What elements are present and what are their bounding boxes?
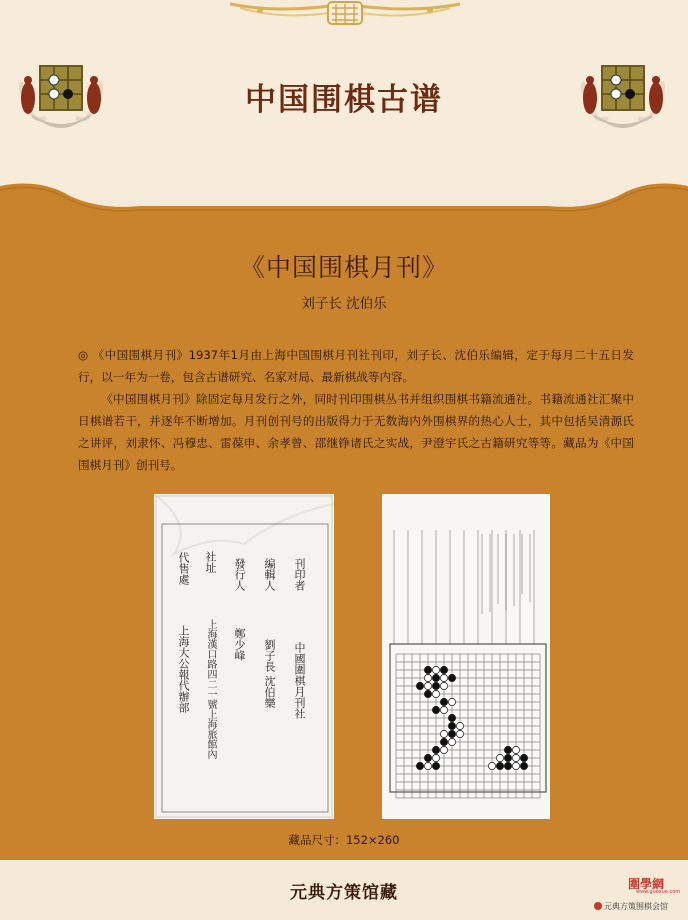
black-stone	[520, 762, 527, 769]
black-stone	[424, 666, 431, 673]
black-stone	[440, 666, 447, 673]
white-stone	[424, 682, 431, 689]
colophon-label: 社址	[204, 551, 217, 573]
colophon-column	[262, 544, 280, 734]
white-stone	[448, 738, 455, 745]
black-stone	[440, 738, 447, 745]
black-stone	[424, 754, 431, 761]
black-stone	[416, 762, 423, 769]
black-stone	[448, 674, 455, 681]
white-stone	[440, 746, 447, 753]
black-stone	[432, 674, 439, 681]
colophon-label: 代售處	[177, 551, 190, 585]
white-stone	[440, 730, 447, 737]
page-title: 中国围棋古谱	[245, 82, 443, 118]
black-stone	[448, 714, 455, 721]
white-stone	[456, 722, 463, 729]
collector-name: 元典方策围棋会馆	[604, 902, 668, 911]
black-stone	[448, 730, 455, 737]
white-stone	[440, 706, 447, 713]
colophon-label: 發行人	[233, 557, 246, 591]
game-record-page-photo	[382, 494, 550, 819]
colophon-label: 編輯人	[263, 557, 276, 591]
publication-title: 《中国围棋月刊》	[239, 253, 448, 282]
colophon-column	[204, 544, 222, 784]
site-logo[interactable]: 圍學網	[628, 877, 665, 891]
white-stone	[424, 762, 431, 769]
white-stone	[432, 666, 439, 673]
black-stone	[424, 690, 431, 697]
colophon-column	[292, 544, 310, 740]
authors: 刘子长 沈伯乐	[301, 296, 387, 312]
white-stone	[456, 730, 463, 737]
white-stone	[496, 754, 503, 761]
white-stone	[488, 762, 495, 769]
white-stone	[512, 754, 519, 761]
collection-label: 元典方策馆藏	[290, 883, 398, 903]
collector-logo-icon	[594, 902, 602, 910]
white-stone	[512, 746, 519, 753]
colophon-column	[232, 544, 250, 674]
colophon-column	[176, 544, 194, 734]
white-stone	[432, 690, 439, 697]
black-stone	[520, 754, 527, 761]
colophon-value: 中國圍棋月刊社	[293, 641, 306, 719]
white-stone	[440, 682, 447, 689]
white-stone	[448, 698, 455, 705]
black-stone	[496, 762, 503, 769]
intro-paragraph: ◎ 《中国围棋月刊》1937年1月由上海中国围棋月刊社刊印，刘子长、沈伯乐编辑，定于每月二十五日发行，以一年为一卷，包含古谱研究、名家对局、最新棋战等内容。	[78, 348, 634, 384]
black-stone	[432, 746, 439, 753]
go-diagram	[382, 494, 550, 819]
colophon-value: 鄭少峰	[233, 627, 246, 661]
black-stone	[440, 698, 447, 705]
black-stone	[504, 762, 511, 769]
black-stone	[432, 706, 439, 713]
colophon-value: 劉子長 沈伯樂	[263, 639, 276, 709]
white-stone	[512, 762, 519, 769]
black-stone	[432, 682, 439, 689]
colophon-label: 刊印者	[293, 557, 306, 591]
black-stone	[416, 682, 423, 689]
white-stone	[440, 674, 447, 681]
white-stone	[424, 674, 431, 681]
white-stone	[432, 754, 439, 761]
colophon-value: 上海漢口路四二一號上海旅館內	[205, 619, 216, 759]
detail-paragraph: 《中国围棋月刊》除固定每月发行之外，同时刊印围棋丛书并组织围棋书籍流通社。书籍流通社汇聚中日棋谱若干，并逐年不断增加。月刊创刊号的出版得力于无数海内外围棋界的热心人士，其中包括吴清源氏之讲评，刘隶怀、冯穆忠、雷葆申、余孝曾、邵继铮诸氏之实战，尹澄宇氏之古籍研究等等。藏品为《中国围棋月刊》创刊号。	[78, 392, 634, 472]
black-stone	[504, 746, 511, 753]
black-stone	[504, 754, 511, 761]
black-stone	[432, 762, 439, 769]
colophon-value: 上海大公報代辦部	[177, 625, 190, 713]
site-domain: www.guoxue.com	[636, 889, 681, 895]
size-caption: 藏品尺寸：152×260	[288, 833, 400, 847]
colophon-page-photo	[154, 494, 334, 819]
black-stone	[448, 722, 455, 729]
